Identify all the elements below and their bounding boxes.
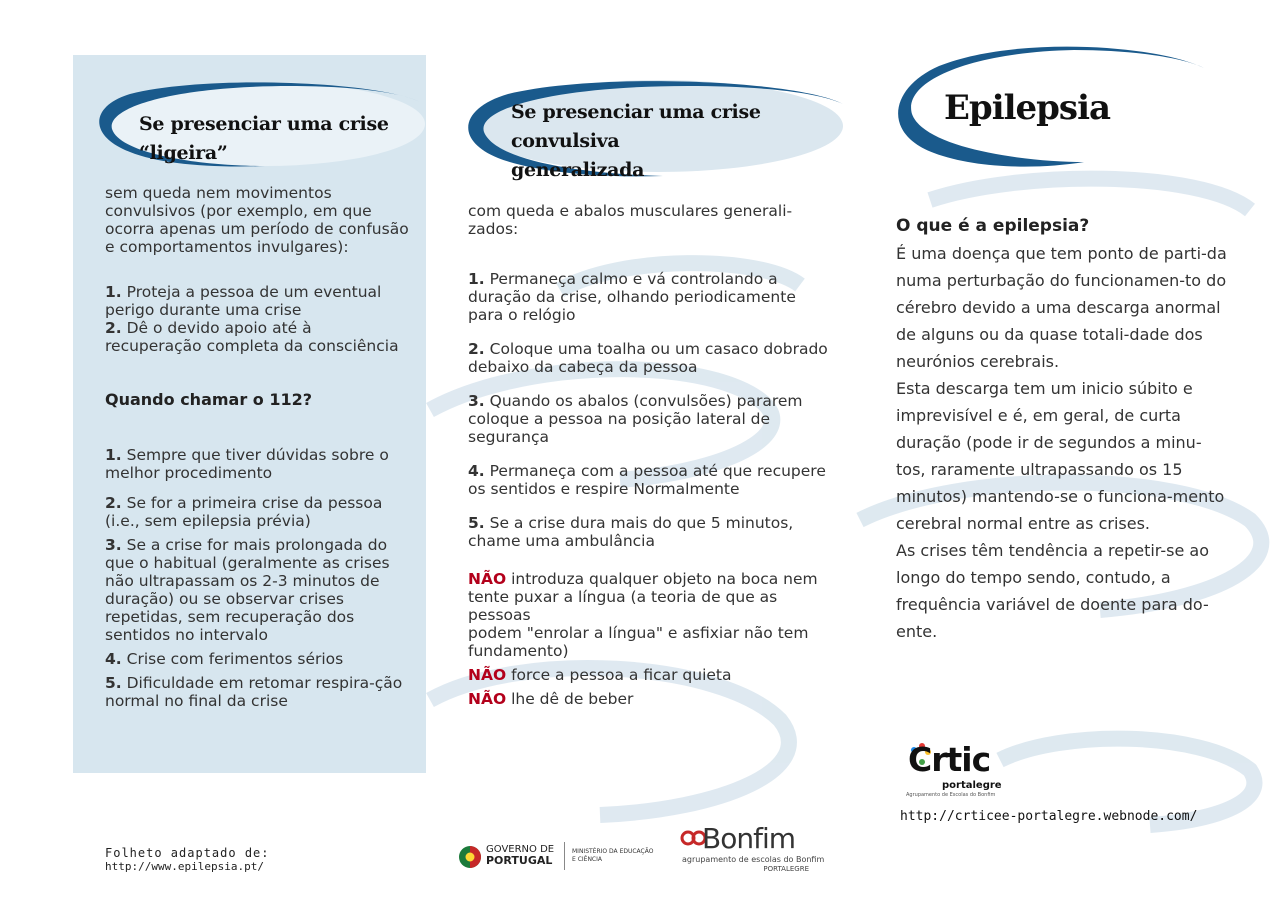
step-number: 2. bbox=[468, 340, 485, 358]
left-column-header: Se presenciar uma crise “ligeira” bbox=[139, 113, 389, 164]
step-number: 1. bbox=[105, 283, 122, 301]
item-number: 2. bbox=[105, 494, 122, 512]
step-number: 4. bbox=[468, 462, 485, 480]
middle-step-5 bbox=[468, 514, 828, 550]
item-text: Crise com ferimentos sérios bbox=[126, 650, 344, 668]
right-paragraph-3: As crises têm tendência a repetir-se ao longo do tempo sendo, contudo, a frequência variável de doente para do-ente. bbox=[896, 541, 1209, 641]
ministry-line2: E CIÊNCIA bbox=[572, 856, 602, 863]
crtic-logo-text: Crtic bbox=[908, 740, 991, 779]
bonfim-sub: agrupamento de escolas do Bonfim bbox=[682, 855, 825, 864]
middle-column-body bbox=[468, 202, 828, 708]
item-number: 5. bbox=[105, 674, 122, 692]
gov-text bbox=[486, 844, 554, 866]
ministry-line1: MINISTÉRIO DA EDUCAÇÃO bbox=[572, 848, 654, 855]
when-item-4 bbox=[105, 650, 410, 668]
bonfim-logo bbox=[680, 822, 825, 876]
middle-intro: com queda e abalos musculares generali-zados: bbox=[468, 202, 793, 238]
step-number: 2. bbox=[105, 319, 122, 337]
adapted-from bbox=[105, 846, 270, 874]
crtic-url[interactable]: http://crticee-portalegre.webnode.com/ bbox=[900, 809, 1198, 824]
item-text: Sempre que tiver dúvidas sobre o melhor procedimento bbox=[105, 446, 389, 482]
bonfim-name: Bonfim bbox=[702, 822, 795, 855]
nao-label: NÃO bbox=[468, 690, 507, 708]
adapted-url[interactable]: http://www.epilepsia.pt/ bbox=[105, 860, 264, 873]
crtic-logo-sub: portalegre bbox=[942, 780, 1002, 791]
step-number: 1. bbox=[468, 270, 485, 288]
what-is-epilepsy-heading: O que é a epilepsia? bbox=[896, 216, 1090, 236]
item-number: 4. bbox=[105, 650, 122, 668]
item-text: Dificuldade em retomar respira-ção normal no final da crise bbox=[105, 674, 403, 710]
nao-label: NÃO bbox=[468, 570, 507, 588]
middle-header-line1: Se presenciar uma crise convulsiva bbox=[511, 101, 761, 152]
step-text: Dê o devido apoio até à recuperação completa da consciência bbox=[105, 319, 399, 355]
step-text: Quando os abalos (convulsões) pararem coloque a pessoa na posição lateral de segurança bbox=[468, 392, 803, 446]
nao-item-1-cont: podem "enrolar a língua" e asfixiar não tem fundamento) bbox=[468, 624, 809, 660]
step-text: Se a crise dura mais do que 5 minutos, chame uma ambulância bbox=[468, 514, 794, 550]
ministry-text bbox=[572, 848, 653, 864]
middle-step-1 bbox=[468, 270, 828, 324]
gov-line1: GOVERNO DE bbox=[486, 844, 555, 855]
item-text: Se for a primeira crise da pessoa (i.e., sem epilepsia prévia) bbox=[105, 494, 383, 530]
nao-text: force a pessoa a ficar quieta bbox=[511, 666, 732, 684]
step-text: Coloque uma toalha ou um casaco dobrado debaixo da cabeça da pessoa bbox=[468, 340, 828, 376]
adapted-label: Folheto adaptado de: bbox=[105, 846, 270, 860]
when-to-call-heading: Quando chamar o 112? bbox=[105, 390, 313, 409]
middle-step-2 bbox=[468, 340, 828, 376]
logo-divider bbox=[564, 842, 565, 870]
governo-portugal-logo bbox=[458, 838, 658, 874]
nao-text: introduza qualquer objeto na boca nem tente puxar a língua (a teoria de que as pessoas bbox=[468, 570, 818, 624]
middle-header-line2: generalizada bbox=[511, 159, 645, 181]
right-paragraph-1: É uma doença que tem ponto de parti-da numa perturbação do funcionamen-to do cérebro devido a uma descarga anormal de alguns ou da quase totali-dade dos neurónios cerebrais. bbox=[896, 244, 1227, 371]
middle-column-header bbox=[511, 98, 841, 185]
nao-text: lhe dê de beber bbox=[511, 690, 634, 708]
step-text: Permaneça com a pessoa até que recupere os sentidos e respire Normalmente bbox=[468, 462, 826, 498]
right-column-body bbox=[896, 213, 1231, 645]
step-text: Permaneça calmo e vá controlando a duração da crise, olhando periodicamente para o relógio bbox=[468, 270, 796, 324]
right-paragraph-2: Esta descarga tem um inicio súbito e imprevisível e é, em geral, de curta duração (pode ir de segundos a minu-tos, raramente ultrapassando os 15 minutos) mantendo-se o funciona-mento cerebral normal entre as crises. bbox=[896, 379, 1225, 533]
step-number: 3. bbox=[468, 392, 485, 410]
when-item-1 bbox=[105, 446, 410, 482]
crtic-logo-tagline: Agrupamento de Escolas do Bonfim bbox=[906, 792, 996, 798]
nao-label: NÃO bbox=[468, 666, 507, 684]
left-step-1 bbox=[105, 283, 410, 319]
bonfim-city: PORTALEGRE bbox=[763, 865, 809, 873]
nao-item-3 bbox=[468, 690, 828, 708]
page-title: Epilepsia bbox=[944, 88, 1111, 128]
left-intro: sem queda nem movimentos convulsivos (por exemplo, em que ocorra apenas um período de confusão e comportamentos invulgares): bbox=[105, 184, 409, 256]
when-item-5 bbox=[105, 674, 410, 710]
step-text: Proteja a pessoa de um eventual perigo durante uma crise bbox=[105, 283, 382, 319]
step-number: 5. bbox=[468, 514, 485, 532]
when-item-3 bbox=[105, 536, 410, 644]
left-step-2 bbox=[105, 319, 410, 355]
item-number: 1. bbox=[105, 446, 122, 464]
crtic-logo bbox=[906, 738, 1006, 802]
when-item-2 bbox=[105, 494, 410, 530]
left-column-body bbox=[105, 184, 410, 710]
middle-step-4 bbox=[468, 462, 828, 498]
nao-item-1 bbox=[468, 570, 828, 624]
item-text: Se a crise for mais prolongada do que o habitual (geralmente as crises não ultrapassam os 2-3 minutos de duração) ou se observar crises repetidas, sem recuperação dos sentidos no intervalo bbox=[105, 536, 390, 644]
portugal-emblem-icon bbox=[458, 840, 482, 874]
middle-step-3 bbox=[468, 392, 828, 446]
nao-item-2 bbox=[468, 666, 828, 684]
item-number: 3. bbox=[105, 536, 122, 554]
gov-line2: PORTUGAL bbox=[486, 854, 553, 867]
